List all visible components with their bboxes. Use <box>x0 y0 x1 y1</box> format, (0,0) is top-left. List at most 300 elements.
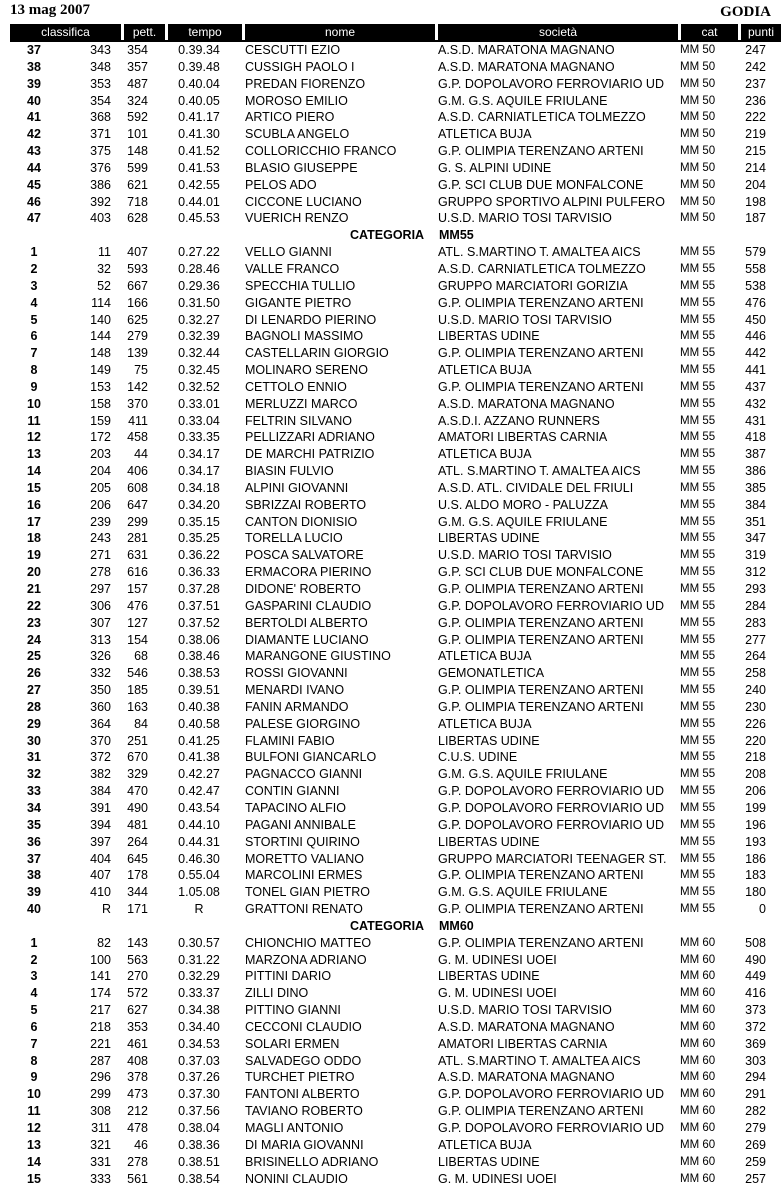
athlete-name-cell: CICCONE LUCIANO <box>245 194 362 209</box>
position-cell: 18 <box>27 531 41 546</box>
points-cell: 450 <box>745 312 766 327</box>
race-location: GODIA <box>720 4 771 20</box>
bib-number-cell: 461 <box>127 1036 148 1051</box>
athlete-name-cell: PAGANI ANNIBALE <box>245 817 356 832</box>
points-cell: 490 <box>745 952 766 967</box>
club-name-cell: LIBERTAS UDINE <box>438 969 540 984</box>
finish-time-cell: 0.32.39 <box>178 329 220 344</box>
table-row <box>0 682 783 699</box>
finish-time-cell: 0.38.04 <box>178 1121 220 1135</box>
table-row <box>0 817 783 834</box>
bib-number-cell: 631 <box>127 548 148 563</box>
column-header-nome: nome <box>245 24 435 40</box>
points-cell: 351 <box>745 514 766 529</box>
finish-time-cell: R <box>194 902 204 917</box>
table-row <box>0 160 783 177</box>
table-row <box>0 632 783 649</box>
category-cell: MM 55 <box>680 279 716 292</box>
table-row <box>0 429 783 446</box>
club-name-cell: G. S. ALPINI UDINE <box>438 160 552 175</box>
table-row <box>0 1171 783 1188</box>
table-row <box>0 783 783 800</box>
finish-time-cell: 0.35.25 <box>178 531 220 546</box>
position-cell: 17 <box>27 514 41 529</box>
position-cell: 45 <box>27 177 41 192</box>
finish-time-cell: 0.41.30 <box>178 127 220 142</box>
athlete-name-cell: CONTIN GIANNI <box>245 784 340 799</box>
athlete-name-cell: FANTONI ALBERTO <box>245 1087 360 1102</box>
finish-time-cell: 0.39.48 <box>178 59 220 74</box>
club-name-cell: G.M. G.S. AQUILE FRIULANE <box>438 93 608 108</box>
category-cell: MM 55 <box>680 684 716 697</box>
position-cell: 3 <box>30 278 38 293</box>
points-cell: 384 <box>745 497 766 512</box>
table-row <box>0 1137 783 1154</box>
athlete-name-cell: DIDONE' ROBERTO <box>245 582 361 596</box>
athlete-name-cell: ALPINI GIOVANNI <box>245 480 349 495</box>
overall-rank-cell: 221 <box>90 1036 111 1051</box>
category-cell: MM 55 <box>680 650 716 663</box>
category-cell: MM 55 <box>680 262 716 275</box>
table-row <box>0 968 783 985</box>
finish-time-cell: 0.28.46 <box>178 261 220 276</box>
table-row <box>0 244 783 261</box>
category-cell: MM 55 <box>680 498 716 511</box>
category-cell: MM 55 <box>680 566 716 579</box>
position-cell: 43 <box>27 144 41 159</box>
table-row <box>0 396 783 413</box>
finish-time-cell: 0.29.36 <box>178 278 220 293</box>
finish-time-cell: 0.34.38 <box>178 1003 220 1018</box>
bib-number-cell: 163 <box>127 699 148 714</box>
club-name-cell: G.P. OLIMPIA TERENZANO ARTENI <box>438 902 644 917</box>
club-name-cell: G.P. OLIMPIA TERENZANO ARTENI <box>438 699 644 714</box>
overall-rank-cell: 11 <box>98 245 111 260</box>
club-name-cell: G.P. DOPOLAVORO FERROVIARIO UD <box>438 784 664 799</box>
athlete-name-cell: PAGNACCO GIANNI <box>245 767 363 782</box>
athlete-name-cell: ERMACORA PIERINO <box>245 565 372 580</box>
table-row <box>0 143 783 160</box>
points-cell: 218 <box>745 750 766 765</box>
club-name-cell: U.S.D. MARIO TOSI TARVISIO <box>438 548 612 563</box>
athlete-name-cell: BLASIO GIUSEPPE <box>245 160 358 175</box>
athlete-name-cell: PREDAN FIORENZO <box>245 76 366 91</box>
overall-rank-cell: 243 <box>90 531 111 546</box>
table-row <box>0 615 783 632</box>
position-cell: 41 <box>27 110 41 125</box>
bib-number-cell: 407 <box>127 245 148 260</box>
club-name-cell: A.S.D. MARATONA MAGNANO <box>438 1070 615 1085</box>
column-header-bar <box>10 24 781 40</box>
overall-rank-cell: 174 <box>90 986 111 1001</box>
points-cell: 208 <box>745 767 766 782</box>
club-name-cell: ATLETICA BUJA <box>438 1137 532 1152</box>
position-cell: 2 <box>30 261 38 276</box>
athlete-name-cell: STORTINI QUIRINO <box>245 834 360 849</box>
overall-rank-cell: 368 <box>90 110 111 125</box>
category-cell: MM 55 <box>680 397 716 410</box>
points-cell: 219 <box>745 127 766 142</box>
club-name-cell: GEMONATLETICA <box>438 666 545 681</box>
overall-rank-cell: R <box>101 902 111 917</box>
club-name-cell: ATLETICA BUJA <box>438 447 532 462</box>
table-row <box>0 93 783 110</box>
club-name-cell: G. M. UDINESI UOEI <box>438 952 557 967</box>
points-cell: 294 <box>745 1070 766 1085</box>
overall-rank-cell: 331 <box>90 1154 111 1169</box>
athlete-name-cell: POSCA SALVATORE <box>245 548 364 563</box>
points-cell: 258 <box>745 666 766 681</box>
finish-time-cell: 0.33.01 <box>178 396 220 411</box>
bib-number-cell: 101 <box>127 127 148 142</box>
overall-rank-cell: 407 <box>90 868 111 883</box>
club-name-cell: GRUPPO SPORTIVO ALPINI PULFERO <box>438 194 665 209</box>
overall-rank-cell: 360 <box>90 699 111 714</box>
position-cell: 4 <box>30 986 38 1001</box>
bib-number-cell: 458 <box>127 430 148 445</box>
category-cell: MM 50 <box>680 77 716 90</box>
bib-number-cell: 378 <box>127 1070 148 1085</box>
table-row <box>0 42 783 59</box>
club-name-cell: C.U.S. UDINE <box>438 750 518 765</box>
bib-number-cell: 171 <box>127 902 148 917</box>
category-label: CATEGORIA <box>350 228 425 243</box>
table-row <box>0 985 783 1002</box>
position-cell: 42 <box>27 127 41 142</box>
table-row <box>0 261 783 278</box>
category-cell: MM 55 <box>680 330 716 343</box>
category-cell: MM 60 <box>680 953 716 966</box>
points-cell: 476 <box>745 295 766 310</box>
athlete-name-cell: SALVADEGO ODDO <box>245 1053 362 1068</box>
table-row <box>0 345 783 362</box>
club-name-cell: G.P. DOPOLAVORO FERROVIARIO UD <box>438 800 664 815</box>
points-cell: 222 <box>745 110 766 125</box>
table-row <box>0 126 783 143</box>
club-name-cell: A.S.D. MARATONA MAGNANO <box>438 396 615 411</box>
athlete-name-cell: MAGLI ANTONIO <box>245 1121 344 1135</box>
athlete-name-cell: MARZONA ADRIANO <box>245 952 367 967</box>
club-name-cell: A.S.D. MARATONA MAGNANO <box>438 59 615 74</box>
athlete-name-cell: CASTELLARIN GIORGIO <box>245 346 389 361</box>
club-name-cell: A.S.D. MARATONA MAGNANO <box>438 43 615 57</box>
bib-number-cell: 264 <box>127 834 148 849</box>
category-cell: MM 55 <box>680 515 716 528</box>
bib-number-cell: 628 <box>127 211 148 226</box>
bib-number-cell: 647 <box>127 497 148 512</box>
finish-time-cell: 0.27.22 <box>178 245 220 260</box>
position-cell: 12 <box>27 430 41 445</box>
position-cell: 12 <box>27 1121 41 1135</box>
table-row <box>0 1036 783 1053</box>
points-cell: 215 <box>745 144 766 159</box>
points-cell: 204 <box>745 177 766 192</box>
bib-number-cell: 473 <box>127 1087 148 1102</box>
athlete-name-cell: FELTRIN SILVANO <box>245 413 352 428</box>
points-cell: 282 <box>745 1104 766 1119</box>
club-name-cell: ATL. S.MARTINO T. AMALTEA AICS <box>438 245 641 260</box>
finish-time-cell: 0.32.27 <box>178 312 220 327</box>
club-name-cell: ATLETICA BUJA <box>438 363 532 378</box>
table-row <box>0 884 783 901</box>
category-label: CATEGORIA <box>350 918 425 933</box>
table-row <box>0 177 783 194</box>
category-cell: MM 55 <box>680 583 716 595</box>
bib-number-cell: 329 <box>127 767 148 782</box>
club-name-cell: G.M. G.S. AQUILE FRIULANE <box>438 885 608 900</box>
position-cell: 21 <box>27 582 41 596</box>
bib-number-cell: 370 <box>127 396 148 411</box>
position-cell: 35 <box>27 817 41 832</box>
club-name-cell: U.S.D. MARIO TOSI TARVISIO <box>438 1003 612 1018</box>
finish-time-cell: 0.44.01 <box>178 194 220 209</box>
finish-time-cell: 0.37.56 <box>178 1104 220 1119</box>
position-cell: 11 <box>27 1104 41 1119</box>
table-row <box>0 278 783 295</box>
athlete-name-cell: MOROSO EMILIO <box>245 93 348 108</box>
category-cell: MM 60 <box>680 1054 716 1067</box>
category-cell: MM 60 <box>680 970 716 983</box>
position-cell: 7 <box>30 346 38 361</box>
points-cell: 441 <box>745 363 766 378</box>
table-row <box>0 716 783 733</box>
points-cell: 373 <box>745 1003 766 1018</box>
category-cell: MM 55 <box>680 768 716 781</box>
column-header-societa: società <box>438 24 678 40</box>
position-cell: 2 <box>30 952 38 967</box>
finish-time-cell: 0.46.30 <box>178 851 220 866</box>
points-cell: 199 <box>745 800 766 815</box>
overall-rank-cell: 382 <box>90 767 111 782</box>
category-cell: MM 55 <box>680 785 716 798</box>
position-cell: 10 <box>27 396 41 411</box>
position-cell: 32 <box>27 767 41 782</box>
category-cell: MM 55 <box>680 869 716 882</box>
bib-number-cell: 625 <box>127 312 148 327</box>
finish-time-cell: 0.35.15 <box>178 514 220 529</box>
position-cell: 6 <box>30 1019 38 1034</box>
athlete-name-cell: SCUBLA ANGELO <box>245 127 350 142</box>
athlete-name-cell: BIASIN FULVIO <box>245 464 334 479</box>
club-name-cell: U.S.D. MARIO TOSI TARVISIO <box>438 312 612 327</box>
overall-rank-cell: 148 <box>90 346 111 361</box>
athlete-name-cell: MENARDI IVANO <box>245 683 345 698</box>
table-row <box>0 497 783 514</box>
finish-time-cell: 0.34.53 <box>178 1036 220 1051</box>
overall-rank-cell: 404 <box>90 851 111 866</box>
points-cell: 230 <box>745 699 766 714</box>
overall-rank-cell: 206 <box>90 497 111 512</box>
bib-number-cell: 157 <box>127 582 148 596</box>
table-row <box>0 581 783 598</box>
overall-rank-cell: 141 <box>90 969 111 984</box>
overall-rank-cell: 218 <box>90 1019 111 1034</box>
points-cell: 432 <box>745 396 766 411</box>
position-cell: 4 <box>30 295 38 310</box>
bib-number-cell: 354 <box>127 43 148 57</box>
overall-rank-cell: 297 <box>90 582 111 596</box>
overall-rank-cell: 371 <box>90 127 111 142</box>
club-name-cell: U.S. ALDO MORO - PALUZZA <box>438 497 608 512</box>
table-row <box>0 480 783 497</box>
category-cell: MM 55 <box>680 448 716 461</box>
overall-rank-cell: 386 <box>90 177 111 192</box>
position-cell: 9 <box>30 1070 38 1085</box>
bib-number-cell: 75 <box>134 363 148 378</box>
finish-time-cell: 0.41.25 <box>178 733 220 748</box>
category-cell: MM 60 <box>680 1004 716 1017</box>
points-cell: 291 <box>745 1087 766 1102</box>
position-cell: 15 <box>27 1171 41 1186</box>
position-cell: 1 <box>30 935 38 950</box>
club-name-cell: LIBERTAS UDINE <box>438 531 540 546</box>
table-row <box>0 766 783 783</box>
points-cell: 196 <box>745 817 766 832</box>
athlete-name-cell: SPECCHIA TULLIO <box>245 278 356 293</box>
athlete-name-cell: DI MARIA GIOVANNI <box>245 1137 364 1152</box>
category-cell: MM 55 <box>680 717 716 730</box>
bib-number-cell: 178 <box>127 868 148 883</box>
finish-time-cell: 0.38.53 <box>178 666 220 681</box>
points-cell: 449 <box>745 969 766 984</box>
position-cell: 13 <box>27 1137 41 1152</box>
table-row <box>0 295 783 312</box>
bib-number-cell: 357 <box>127 59 148 74</box>
athlete-name-cell: FANIN ARMANDO <box>245 699 349 714</box>
overall-rank-cell: 391 <box>90 800 111 815</box>
athlete-name-cell: CANTON DIONISIO <box>245 514 358 529</box>
position-cell: 11 <box>27 413 41 428</box>
overall-rank-cell: 32 <box>97 261 111 276</box>
finish-time-cell: 0.32.45 <box>178 363 220 378</box>
category-cell: MM 55 <box>680 903 716 916</box>
points-cell: 579 <box>745 245 766 260</box>
position-cell: 34 <box>27 800 41 815</box>
bib-number-cell: 593 <box>127 261 148 276</box>
position-cell: 3 <box>30 969 38 984</box>
column-header-cat: cat <box>681 24 738 40</box>
position-cell: 26 <box>27 666 41 681</box>
position-cell: 44 <box>27 160 41 175</box>
category-cell: MM 55 <box>680 549 716 562</box>
table-row <box>0 362 783 379</box>
table-row <box>0 952 783 969</box>
finish-time-cell: 0.34.40 <box>178 1019 220 1034</box>
club-name-cell: G.P. OLIMPIA TERENZANO ARTENI <box>438 1104 644 1119</box>
category-cell: MM 60 <box>680 1020 716 1033</box>
finish-time-cell: 0.38.46 <box>178 649 220 664</box>
athlete-name-cell: TURCHET PIETRO <box>245 1070 355 1085</box>
overall-rank-cell: 343 <box>90 43 111 57</box>
category-cell: MM 55 <box>680 347 716 360</box>
finish-time-cell: 0.44.10 <box>178 817 220 832</box>
position-cell: 1 <box>30 245 38 260</box>
finish-time-cell: 0.37.52 <box>178 615 220 630</box>
overall-rank-cell: 364 <box>90 716 111 731</box>
athlete-name-cell: TONEL GIAN PIETRO <box>245 885 371 900</box>
bib-number-cell: 478 <box>127 1121 148 1135</box>
overall-rank-cell: 311 <box>91 1121 111 1135</box>
bib-number-cell: 670 <box>127 750 148 765</box>
bib-number-cell: 84 <box>134 716 148 731</box>
bib-number-cell: 139 <box>127 346 148 361</box>
finish-time-cell: 0.42.55 <box>178 177 220 192</box>
athlete-name-cell: VELLO GIANNI <box>245 245 332 260</box>
points-cell: 237 <box>745 76 766 91</box>
table-row <box>0 699 783 716</box>
athlete-name-cell: NONINI CLAUDIO <box>245 1171 348 1186</box>
category-cell: MM 60 <box>680 1105 716 1118</box>
athlete-name-cell: CESCUTTI EZIO <box>245 43 341 57</box>
category-cell: MM 50 <box>680 212 716 225</box>
table-row <box>0 514 783 531</box>
table-row <box>0 547 783 564</box>
finish-time-cell: 0.38.06 <box>178 632 220 647</box>
overall-rank-cell: 375 <box>90 144 111 159</box>
position-cell: 6 <box>30 329 38 344</box>
club-name-cell: A.S.D. CARNIATLETICA TOLMEZZO <box>438 261 646 276</box>
overall-rank-cell: 403 <box>90 211 111 226</box>
table-row <box>0 109 783 126</box>
overall-rank-cell: 271 <box>90 548 111 563</box>
bib-number-cell: 353 <box>127 1019 148 1034</box>
category-cell: MM 50 <box>680 178 716 191</box>
points-cell: 206 <box>745 784 766 799</box>
bib-number-cell: 621 <box>127 177 148 192</box>
finish-time-cell: 0.38.54 <box>178 1171 220 1186</box>
overall-rank-cell: 333 <box>90 1171 111 1186</box>
position-cell: 37 <box>27 43 41 57</box>
club-name-cell: U.S.D. MARIO TOSI TARVISIO <box>438 211 612 226</box>
overall-rank-cell: 306 <box>90 598 111 613</box>
club-name-cell: G.P. OLIMPIA TERENZANO ARTENI <box>438 683 644 698</box>
table-row <box>0 901 783 918</box>
points-cell: 277 <box>745 632 766 647</box>
category-cell: MM 55 <box>680 852 716 865</box>
bib-number-cell: 667 <box>127 278 148 293</box>
finish-time-cell: 0.37.28 <box>178 582 220 596</box>
position-cell: 46 <box>27 194 41 209</box>
finish-time-cell: 0.32.52 <box>178 379 220 394</box>
overall-rank-cell: 321 <box>90 1137 111 1152</box>
position-cell: 8 <box>30 1053 38 1068</box>
overall-rank-cell: 144 <box>90 329 111 344</box>
points-cell: 259 <box>745 1154 766 1169</box>
finish-time-cell: 0.34.20 <box>178 497 220 512</box>
overall-rank-cell: 149 <box>90 363 111 378</box>
finish-time-cell: 0.33.37 <box>178 986 220 1001</box>
points-cell: 284 <box>745 598 766 613</box>
table-row <box>0 312 783 329</box>
category-cell: MM 55 <box>680 414 716 427</box>
finish-time-cell: 0.37.30 <box>178 1087 220 1102</box>
bib-number-cell: 251 <box>127 733 148 748</box>
category-cell: MM 50 <box>680 145 716 158</box>
finish-time-cell: 0.34.17 <box>178 464 220 479</box>
athlete-name-cell: ROSSI GIOVANNI <box>245 666 348 681</box>
athlete-name-cell: BRISINELLO ADRIANO <box>245 1154 379 1169</box>
finish-time-cell: 0.44.31 <box>178 834 220 849</box>
overall-rank-cell: 307 <box>90 615 111 630</box>
club-name-cell: G.P. DOPOLAVORO FERROVIARIO UD <box>438 1087 664 1102</box>
bib-number-cell: 324 <box>127 93 148 108</box>
table-row <box>0 530 783 547</box>
club-name-cell: AMATORI LIBERTAS CARNIA <box>438 1036 608 1051</box>
table-row <box>0 328 783 345</box>
category-cell: MM 60 <box>680 1122 716 1134</box>
bib-number-cell: 546 <box>127 666 148 681</box>
bib-number-cell: 608 <box>127 480 148 495</box>
